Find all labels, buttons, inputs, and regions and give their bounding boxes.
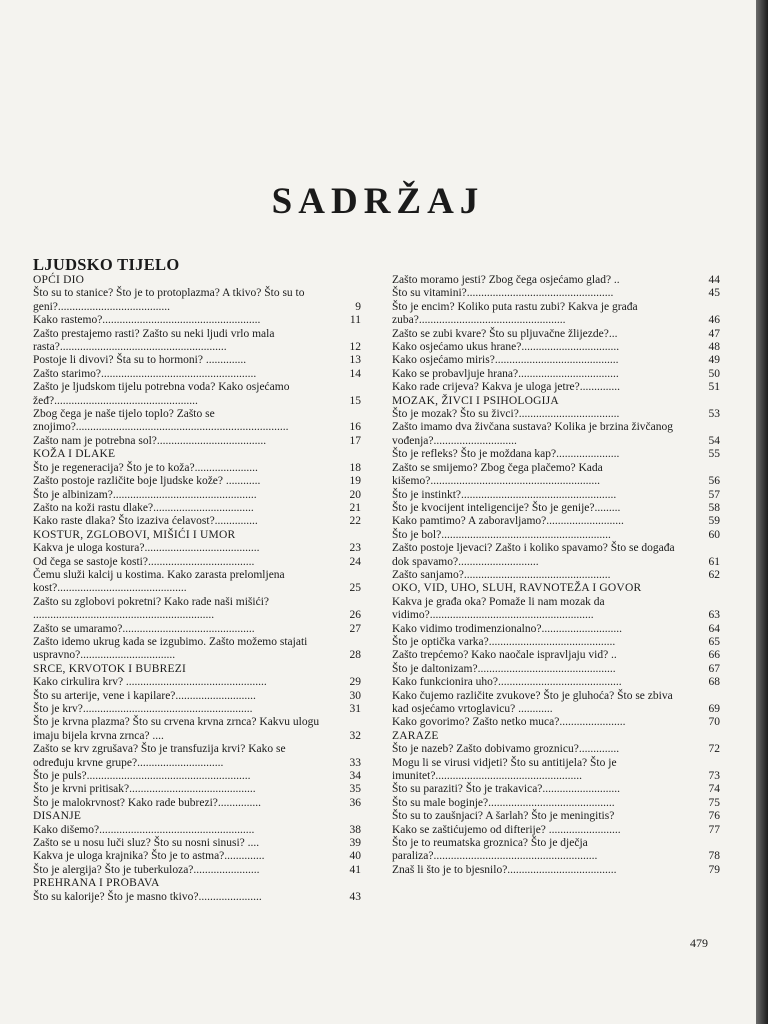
toc-subsection-heading: KOŽA I DLAKE [33, 448, 116, 461]
toc-entry-page: 48 [708, 341, 720, 354]
toc-entry [33, 489, 361, 502]
toc-entry-page: 51 [708, 381, 720, 394]
toc-entry [33, 381, 361, 408]
toc-entry-page: 68 [708, 676, 720, 689]
toc-entry-page: 34 [349, 770, 361, 783]
toc-entry [392, 542, 720, 569]
toc-entry-title: Zašto se krv zgrušava? Što je transfuzija krvi? Kako se određuju krvne grupe?.............................. [33, 743, 286, 769]
toc-entry-title: Kako dišemo?...................................................... [33, 823, 255, 836]
toc-entry-page: 44 [708, 274, 720, 286]
toc-entry-page: 40 [349, 850, 361, 863]
toc-entry-page: 21 [349, 501, 361, 514]
toc-entry [33, 502, 361, 515]
toc-entry-page: 63 [708, 609, 720, 622]
toc-entry-title: Mogu li se virusi vidjeti? Što su antitijela? Što je imunitet?................................................... [392, 756, 617, 783]
toc-entry [392, 408, 720, 421]
toc-entry-title: Što je regeneracija? Što je to koža?...................... [33, 461, 258, 474]
toc-entry [392, 797, 720, 810]
toc-entry-page: 9 [355, 300, 361, 313]
toc-entry-page: 54 [708, 434, 720, 447]
toc-entry-title: Postoje li divovi? Šta su to hormoni? .............. [33, 354, 247, 367]
toc-entry-page: 31 [349, 703, 361, 715]
toc-entry [33, 824, 361, 837]
toc-entry-title: Što je instinkt?...................................................... [392, 488, 617, 501]
toc-entry-page: 26 [349, 609, 361, 622]
toc-entry [33, 515, 361, 528]
toc-entry-page: 76 [708, 810, 720, 823]
toc-subsection-heading: KOSTUR, ZGLOBOVI, MIŠIĆI I UMOR [33, 528, 236, 541]
toc-entry-title: Zašto sanjamo?................................................... [392, 568, 611, 581]
toc-entry-page: 55 [708, 448, 720, 461]
toc-entry-title: Što su to stanice? Što je to protoplazma? A tkivo? Što su to geni?....................................... [33, 287, 305, 313]
toc-entry-title: Kako raste dlaka? Što izaziva ćelavost?............... [33, 515, 258, 528]
toc-entry-page: 72 [708, 743, 720, 756]
toc-entry-page: 39 [349, 837, 361, 850]
toc-entry-title: Kako osjećamo miris?........................................... [392, 354, 619, 367]
toc-entry [33, 837, 361, 850]
toc-entry-page: 66 [708, 649, 720, 662]
section-title: LJUDSKO TIJELO [33, 255, 180, 274]
toc-entry-page: 12 [349, 341, 361, 354]
toc-entry [33, 743, 361, 770]
toc-entry [392, 328, 720, 341]
toc-entry-title: Kako rade crijeva? Kakva je uloga jetre?.............. [392, 381, 620, 394]
toc-entry-page: 47 [708, 327, 720, 340]
page-title: SADRŽAJ [271, 181, 485, 222]
toc-entry [392, 716, 720, 729]
page-number: 479 [690, 936, 708, 950]
toc-entry-page: 11 [349, 314, 361, 327]
toc-entry-title: Što je encim? Koliko puta rastu zubi? Kakva je građa zuba?................................................... [392, 300, 638, 327]
toc-entry [33, 435, 361, 448]
toc-entry-title: Što je krvna plazma? Što su crvena krvna zrnca? Kakvu ulogu imaju bijela krvna zrnca? .... [33, 716, 320, 742]
toc-entry [392, 489, 720, 502]
toc-entry-title: Što je mozak? Što su živci?................................... [392, 408, 620, 421]
toc-entry-page: 15 [349, 394, 361, 407]
toc-entry-title: Što je nazeb? Zašto dobivamo groznicu?.............. [392, 743, 620, 756]
toc-entry [392, 529, 720, 542]
toc-entry-title: Zašto postoje različite boje ljudske kože? ............ [33, 475, 261, 488]
toc-entry [392, 502, 720, 515]
toc-entry-page: 56 [708, 475, 720, 488]
toc-entry [392, 743, 720, 756]
toc-entry-title: Zašto se umaramo?.............................................. [33, 622, 255, 635]
toc-entry-page: 57 [708, 488, 720, 501]
toc-entry-title: Znaš li što je to bjesnilo?...................................... [392, 863, 617, 876]
toc-entry [392, 649, 720, 662]
toc-entry-title: Kakva je građa oka? Pomaže li nam mozak da vidimo?......................................................... [392, 595, 605, 622]
toc-entry [392, 368, 720, 381]
toc-entry [33, 408, 361, 435]
toc-entry [33, 556, 361, 569]
toc-entry [33, 475, 361, 488]
toc-entry [392, 824, 720, 837]
toc-entry-page: 16 [349, 421, 361, 434]
toc-entry-page: 18 [349, 461, 361, 474]
toc-entry [392, 301, 720, 328]
toc-entry-page: 32 [349, 729, 361, 742]
toc-entry-title: Što su to zaušnjaci? A šarlah? Što je meningitis? [392, 810, 615, 823]
toc-entry-title: Zašto prestajemo rasti? Zašto su neki ljudi vrlo mala rasta?.......................................................... [33, 327, 275, 354]
toc-entry-title: Čemu služi kalcij u kostima. Kako zarasta prelomljena kost?............................................. [33, 568, 285, 595]
toc-entry-page: 53 [708, 408, 720, 421]
toc-entry [392, 341, 720, 354]
toc-entry [33, 354, 361, 367]
toc-entry-page: 19 [349, 475, 361, 488]
toc-entry-page: 75 [708, 796, 720, 809]
toc-entry-page: 61 [708, 555, 720, 568]
toc-entry [392, 274, 720, 287]
toc-entry-title: Što je krv?........................................................... [33, 703, 253, 715]
toc-entry-page: 70 [708, 716, 720, 729]
toc-entry-title: Što je bol?........................................................... [392, 528, 611, 541]
toc-entry [33, 368, 361, 381]
toc-entry-title: Kako vidimo trodimenzionalno?............................ [392, 622, 622, 635]
toc-entry-title: Zašto na koži rastu dlake?................................... [33, 501, 254, 514]
toc-entry-page: 73 [708, 770, 720, 783]
toc-entry-page: 27 [349, 622, 361, 635]
toc-entry [33, 623, 361, 636]
toc-entry-page: 33 [349, 756, 361, 769]
toc-entry-page: 13 [349, 354, 361, 367]
toc-entry-page: 79 [708, 863, 720, 876]
toc-entry-page: 17 [349, 434, 361, 447]
toc-entry-page: 46 [708, 314, 720, 327]
toc-entry-title: Zašto idemo ukrug kada se izgubimo. Zašto možemo stajati uspravno?................................. [33, 635, 308, 662]
toc-entry-title: Što su kalorije? Što je masno tkivo?...................... [33, 890, 262, 903]
toc-entry-page: 24 [349, 555, 361, 568]
toc-entry-title: Kako osjećamo ukus hrane?.................................. [392, 341, 620, 354]
toc-entry-title: Zašto trepćemo? Kako naočale ispravljaju vid? .. [392, 649, 617, 662]
toc-entry-title: Što je optička varka?............................................ [392, 635, 616, 648]
toc-entry-title: Zašto moramo jesti? Zbog čega osjećamo glad? .. [392, 274, 620, 286]
toc-column-right [392, 274, 720, 877]
toc-entry-page: 14 [349, 367, 361, 380]
toc-entry-title: Zašto se u nosu luči sluz? Što su nosni sinusi? .... [33, 837, 260, 850]
toc-entry-page: 35 [349, 783, 361, 796]
toc-entry [392, 663, 720, 676]
toc-entry-title: Kako pamtimo? A zaboravljamo?........................... [392, 515, 624, 528]
toc-entry [33, 287, 361, 314]
toc-entry-page: 60 [708, 528, 720, 541]
toc-entry [392, 636, 720, 649]
toc-entry [33, 797, 361, 810]
toc-entry [392, 837, 720, 864]
toc-entry [392, 569, 720, 582]
toc-entry-page: 62 [708, 568, 720, 581]
toc-entry [392, 515, 720, 528]
toc-entry [33, 328, 361, 355]
toc-subsection-heading: MOZAK, ŽIVCI I PSIHOLOGIJA [392, 394, 559, 407]
toc-entry [392, 864, 720, 877]
toc-entry-title: Što je alergija? Što je tuberkuloza?....................... [33, 863, 260, 876]
toc-entry-page: 20 [349, 488, 361, 501]
toc-entry-page: 36 [349, 796, 361, 809]
toc-entry-page: 59 [708, 515, 720, 528]
toc-subsection-heading: OKO, VID, UHO, SLUH, RAVNOTEŽA I GOVOR [392, 582, 642, 595]
toc-entry-title: Zašto se zubi kvare? Što su pljuvačne žlijezde?... [392, 327, 618, 340]
toc-subsection-heading: PREHRANA I PROBAVA [33, 877, 160, 890]
toc-entry-title: Kakva je uloga kostura?........................................ [33, 542, 260, 555]
toc-entry-title: Što je albinizam?.................................................. [33, 488, 257, 501]
toc-entry-page: 49 [708, 354, 720, 367]
toc-entry-title: Što su arterije, vene i kapilare?............................ [33, 689, 256, 702]
toc-entry-page: 67 [708, 662, 720, 675]
toc-entry [392, 462, 720, 489]
toc-entry-title: Zbog čega je naše tijelo toplo? Zašto se znojimo?.......................................................................... [33, 408, 289, 434]
toc-entry-page: 43 [349, 890, 361, 903]
toc-entry [33, 542, 361, 555]
toc-entry-page: 30 [349, 689, 361, 702]
toc-entry [33, 864, 361, 877]
toc-entry-title: Što je to reumatska groznica? Što je dječja paraliza?......................................................... [392, 837, 598, 863]
toc-entry-title: Što je refleks? Što je moždana kap?...................... [392, 448, 620, 461]
toc-entry-title: Zašto nam je potrebna sol?...................................... [33, 434, 267, 447]
toc-entry [392, 676, 720, 689]
toc-subsection-heading: OPĆI DIO [33, 274, 85, 286]
toc-entry [33, 636, 361, 663]
toc-entry-title: Zašto postoje ljevaci? Zašto i koliko spavamo? Što se događa dok spavamo?............................ [392, 542, 675, 568]
toc-entry-title: Zašto starimo?...................................................... [33, 367, 257, 380]
toc-entry-page: 50 [708, 367, 720, 380]
toc-entry [392, 690, 720, 717]
toc-entry-page: 74 [708, 783, 720, 796]
toc-entry-page: 64 [708, 622, 720, 635]
toc-entry [33, 850, 361, 863]
toc-entry [33, 703, 361, 716]
toc-entry-title: Zašto su zglobovi pokretni? Kako rade naši mišići? ............................................................... [33, 595, 270, 622]
toc-entry-page: 29 [349, 676, 361, 689]
toc-entry-page: 38 [349, 823, 361, 836]
toc-entry-title: Kako čujemo različite zvukove? Što je gluhoća? Što se zbiva kad osjećamo vrtoglavicu? ............ [392, 689, 673, 715]
toc-entry-title: Kako govorimo? Zašto netko muca?....................... [392, 716, 626, 729]
toc-entry [33, 314, 361, 327]
toc-entry [33, 596, 361, 623]
toc-entry-title: Kako se probavljuje hrana?................................... [392, 367, 619, 380]
toc-entry-title: Zašto se smijemo? Zbog čega plačemo? Kada kišemo?........................................................... [392, 461, 603, 488]
toc-entry [33, 770, 361, 783]
toc-entry [33, 676, 361, 689]
toc-entry [392, 287, 720, 300]
toc-entry [33, 690, 361, 703]
toc-entry-title: Što je kvocijent inteligencije? Što je genije?......... [392, 501, 621, 514]
toc-entry [392, 810, 720, 823]
toc-entry-page: 65 [708, 635, 720, 648]
toc-entry [33, 462, 361, 475]
toc-entry [33, 716, 361, 743]
toc-entry [392, 757, 720, 784]
toc-entry-title: Što je daltonizam?................................................ [392, 662, 616, 675]
toc-entry-title: Što su male boginje?............................................ [392, 796, 615, 809]
toc-subsection-heading: DISANJE [33, 810, 82, 823]
toc-entry-page: 69 [708, 703, 720, 715]
toc-entry-title: Kako funkcionira uho?........................................... [392, 676, 622, 689]
toc-entry-title: Kakva je uloga krajnika? Što je to astma?.............. [33, 850, 265, 863]
toc-entry-page: 28 [349, 649, 361, 662]
toc-entry-title: Kako se zaštićujemo od difterije? ......................... [392, 823, 621, 836]
toc-subsection-heading: SRCE, KRVOTOK I BUBREZI [33, 662, 186, 675]
toc-entry-title: Od čega se sastoje kosti?..................................... [33, 555, 255, 568]
toc-entry-page: 45 [708, 287, 720, 300]
toc-entry-page: 78 [708, 850, 720, 863]
toc-entry-title: Zašto je ljudskom tijelu potrebna voda? Kako osjećamo žeđ?.................................................. [33, 381, 290, 407]
toc-entry-title: Kako rastemo?....................................................... [33, 314, 261, 327]
toc-entry-title: Što je puls?......................................................... [33, 770, 251, 783]
toc-entry [392, 448, 720, 461]
toc-entry-title: Što je krvni pritisak?............................................ [33, 783, 256, 796]
toc-entry-page: 41 [349, 863, 361, 876]
toc-entry-page: 22 [349, 515, 361, 528]
toc-entry-page: 23 [349, 542, 361, 555]
toc-entry-title: Kako cirkulira krv? ................................................. [33, 676, 267, 689]
toc-entry-title: Što su paraziti? Što je trakavica?........................... [392, 783, 621, 796]
toc-entry [392, 783, 720, 796]
page-edge-shadow [756, 0, 768, 1024]
toc-entry [33, 783, 361, 796]
toc-entry-title: Što su vitamini?................................................... [392, 287, 614, 300]
toc-entry [392, 381, 720, 394]
toc-subsection-heading: ZARAZE [392, 729, 439, 742]
toc-entry [33, 569, 361, 596]
toc-entry [392, 421, 720, 448]
toc-entry-page: 77 [708, 823, 720, 836]
toc-entry-page: 25 [349, 582, 361, 595]
toc-entry [392, 623, 720, 636]
toc-entry [392, 354, 720, 367]
toc-entry [392, 596, 720, 623]
toc-column-left [33, 274, 361, 904]
toc-entry-page: 58 [708, 501, 720, 514]
toc-entry [33, 891, 361, 904]
toc-entry-title: Što je malokrvnost? Kako rade bubrezi?............... [33, 796, 262, 809]
toc-entry-title: Zašto imamo dva živčana sustava? Kolika je brzina živčanog vođenja?............................. [392, 421, 674, 447]
